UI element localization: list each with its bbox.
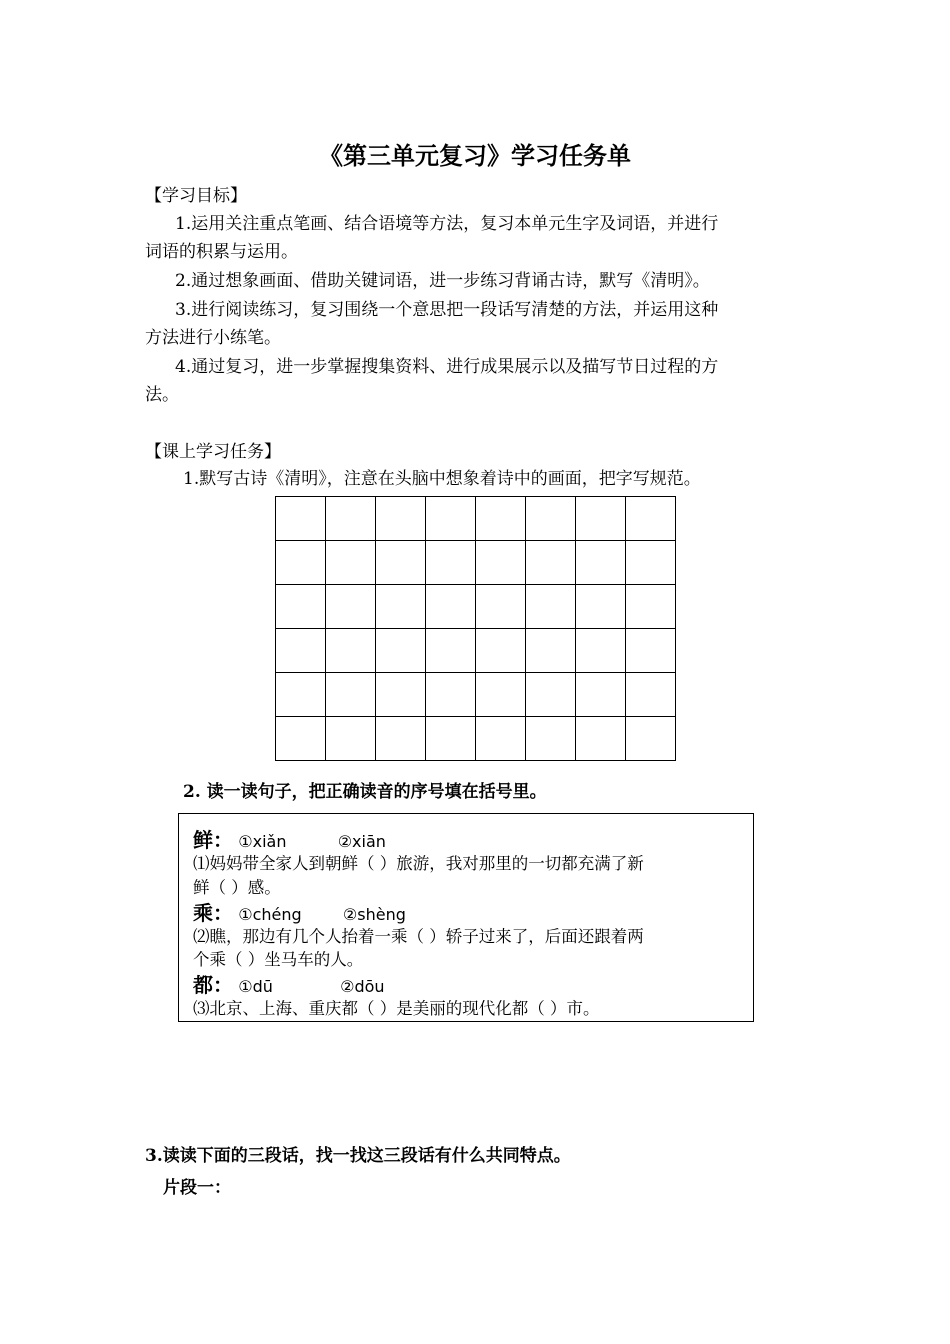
goal-4-line-2: 法。	[145, 385, 179, 405]
task-1-instruction: 1.默写古诗《清明》，注意在头脑中想象着诗中的画面，把字写规范。	[183, 469, 701, 489]
grid-cell[interactable]	[376, 541, 426, 585]
page-title: 《第三单元复习》学习任务单	[319, 141, 631, 170]
grid-cell[interactable]	[576, 673, 626, 717]
grid-cell[interactable]	[576, 585, 626, 629]
grid-cell[interactable]	[476, 541, 526, 585]
goal-4-line-1: 4.通过复习，进一步掌握搜集资料、进行成果展示以及描写节日过程的方	[175, 357, 719, 377]
tasks-heading: 【课上学习任务】	[145, 442, 281, 462]
grid-cell[interactable]	[476, 497, 526, 541]
sentence-1-line-1: ⑴妈妈带全家人到朝鲜（ ）旅游，我对那里的一切都充满了新	[193, 854, 644, 873]
grid-cell[interactable]	[376, 585, 426, 629]
grid-cell[interactable]	[626, 717, 676, 761]
grid-cell[interactable]	[626, 541, 676, 585]
grid-row	[276, 673, 676, 717]
grid-cell[interactable]	[276, 497, 326, 541]
grid-cell[interactable]	[326, 673, 376, 717]
grid-cell[interactable]	[426, 629, 476, 673]
grid-cell[interactable]	[276, 717, 326, 761]
sentence-2-line-1: ⑵瞧，那边有几个人抬着一乘（ ）轿子过来了，后面还跟着两	[193, 927, 644, 946]
goal-1-line-2: 词语的积累与运用。	[145, 242, 298, 262]
grid-cell[interactable]	[326, 717, 376, 761]
option-xian-1: ①xiǎn	[238, 832, 287, 851]
grid-cell[interactable]	[576, 629, 626, 673]
goal-1-line-1: 1.运用关注重点笔画、结合语境等方法，复习本单元生字及词语，并进行	[175, 214, 719, 234]
grid-cell[interactable]	[526, 497, 576, 541]
sentence-1-line-2: 鲜（ ）感。	[193, 878, 281, 897]
char-xian: 鲜：	[193, 828, 233, 852]
grid-cell[interactable]	[476, 673, 526, 717]
task-3-instruction: 3.读读下面的三段话，找一找这三段话有什么共同特点。	[145, 1146, 571, 1166]
grid-cell[interactable]	[626, 585, 676, 629]
grid-cell[interactable]	[526, 717, 576, 761]
grid-cell[interactable]	[426, 541, 476, 585]
grid-cell[interactable]	[326, 585, 376, 629]
grid-cell[interactable]	[476, 717, 526, 761]
grid-cell[interactable]	[626, 673, 676, 717]
grid-cell[interactable]	[526, 585, 576, 629]
grid-cell[interactable]	[626, 497, 676, 541]
goals-heading: 【学习目标】	[145, 186, 247, 206]
grid-cell[interactable]	[476, 629, 526, 673]
writing-grid[interactable]	[275, 496, 676, 761]
grid-cell[interactable]	[426, 673, 476, 717]
goal-2-line-1: 2.通过想象画面、借助关键词语，进一步练习背诵古诗，默写《清明》。	[175, 271, 710, 291]
option-xian-2: ②xiān	[337, 832, 386, 851]
grid-cell[interactable]	[576, 497, 626, 541]
sentence-3-line-1: ⑶北京、上海、重庆都（ ）是美丽的现代化都（ ）市。	[193, 999, 600, 1018]
option-du-2: ②dōu	[340, 977, 385, 996]
goal-3-line-2: 方法进行小练笔。	[145, 328, 281, 348]
char-cheng: 乘：	[193, 901, 233, 925]
grid-cell[interactable]	[376, 629, 426, 673]
grid-cell[interactable]	[276, 585, 326, 629]
grid-row	[276, 541, 676, 585]
grid-cell[interactable]	[326, 497, 376, 541]
grid-cell[interactable]	[426, 497, 476, 541]
grid-row	[276, 585, 676, 629]
char-du: 都：	[193, 973, 233, 997]
option-cheng-1: ①chéng	[238, 905, 302, 924]
grid-cell[interactable]	[376, 717, 426, 761]
grid-cell[interactable]	[426, 585, 476, 629]
pinyin-row-xian	[193, 824, 386, 853]
grid-cell[interactable]	[376, 673, 426, 717]
sentence-2-line-2: 个乘（ ）坐马车的人。	[193, 950, 364, 969]
task-2-instruction: 2. 读一读句子，把正确读音的序号填在括号里。	[183, 782, 547, 802]
grid-cell[interactable]	[526, 629, 576, 673]
grid-cell[interactable]	[276, 541, 326, 585]
goal-3-line-1: 3.进行阅读练习，复习围绕一个意思把一段话写清楚的方法，并运用这种	[175, 300, 719, 320]
grid-row	[276, 629, 676, 673]
grid-cell[interactable]	[526, 541, 576, 585]
segment-1-label: 片段一：	[163, 1178, 231, 1198]
option-du-1: ①dū	[238, 977, 273, 996]
grid-cell[interactable]	[626, 629, 676, 673]
grid-cell[interactable]	[476, 585, 526, 629]
pinyin-row-cheng	[193, 897, 406, 926]
pinyin-row-du	[193, 969, 385, 998]
grid-cell[interactable]	[426, 717, 476, 761]
option-cheng-2: ②shèng	[342, 905, 406, 924]
grid-cell[interactable]	[526, 673, 576, 717]
grid-cell[interactable]	[576, 541, 626, 585]
grid-cell[interactable]	[276, 629, 326, 673]
pinyin-exercise-box	[178, 813, 754, 1022]
grid-cell[interactable]	[326, 629, 376, 673]
grid-cell[interactable]	[276, 673, 326, 717]
grid-cell[interactable]	[376, 497, 426, 541]
grid-row	[276, 497, 676, 541]
grid-row	[276, 717, 676, 761]
grid-cell[interactable]	[576, 717, 626, 761]
grid-cell[interactable]	[326, 541, 376, 585]
